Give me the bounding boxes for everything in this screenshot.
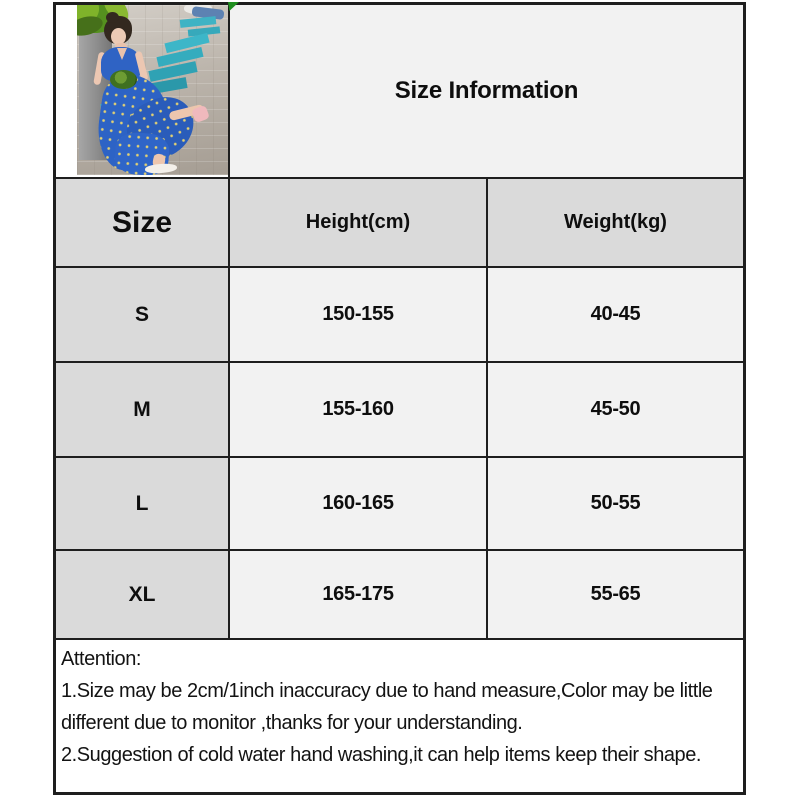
model-hair-bun xyxy=(106,12,119,23)
attention-heading: Attention: xyxy=(61,648,142,670)
height-value-l: 160-165 xyxy=(230,458,486,549)
size-label-l: L xyxy=(56,458,228,549)
attention-line-1: 1.Size may be 2cm/1inch inaccuracy due to hand measure,Color may be little different due to monitor ,thanks for your understanding. xyxy=(61,680,713,734)
photo-cell xyxy=(56,5,228,177)
weight-value-s: 40-45 xyxy=(488,268,743,361)
size-label-s: S xyxy=(56,268,228,361)
far-bench-slat xyxy=(180,16,217,28)
height-value-m: 155-160 xyxy=(230,363,486,456)
column-header-height: Height(cm) xyxy=(230,179,486,266)
size-chart-sheet xyxy=(53,2,746,795)
column-header-size: Size xyxy=(56,179,228,266)
title-cell xyxy=(230,5,743,177)
leaf-corner-artifact xyxy=(228,2,239,12)
size-label-m: M xyxy=(56,363,228,456)
height-value-xl: 165-175 xyxy=(230,551,486,638)
attention-note xyxy=(56,640,743,792)
size-label-xl: XL xyxy=(56,551,228,638)
product-photo xyxy=(77,5,228,175)
pink-sandal xyxy=(191,105,210,123)
weight-value-l: 50-55 xyxy=(488,458,743,549)
weight-value-m: 45-50 xyxy=(488,363,743,456)
green-bouquet xyxy=(110,70,137,89)
weight-value-xl: 55-65 xyxy=(488,551,743,638)
attention-line-2: 2.Suggestion of cold water hand washing,it can help items keep their shape. xyxy=(61,744,702,766)
height-value-s: 150-155 xyxy=(230,268,486,361)
column-header-weight: Weight(kg) xyxy=(488,179,743,266)
page-title: Size Information xyxy=(394,77,579,104)
white-sandal xyxy=(145,163,178,174)
